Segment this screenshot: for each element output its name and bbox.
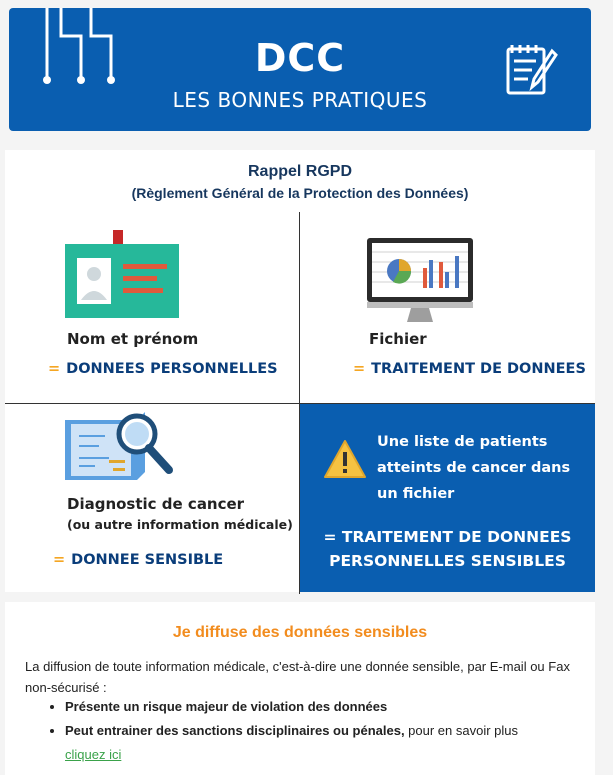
header-banner	[9, 8, 591, 131]
equals-sign: =	[48, 361, 61, 377]
medical-document-search-icon	[65, 412, 185, 488]
rgpd-subtitle: (Règlement Général de la Protection des Données)	[131, 185, 469, 201]
banner-subtitle: LES BONNES PRATIQUES	[172, 88, 428, 112]
q4-result-line2: PERSONNELLES SENSIBLES	[329, 552, 566, 570]
diffusion-card	[5, 602, 595, 775]
q3-label: Diagnostic de cancer	[67, 495, 245, 513]
sensitive-data-box	[300, 404, 595, 592]
equals-sign: =	[353, 361, 366, 377]
q4-result-line1-text: TRAITEMENT DE DONNEES	[341, 528, 572, 546]
q3-result-text: DONNEE SENSIBLE	[71, 552, 224, 568]
bullet2-bold: Peut entrainer des sanctions disciplinaires ou pénales,	[65, 723, 405, 738]
q4-result-line1	[300, 525, 595, 549]
list-item	[65, 719, 585, 767]
q1-label: Nom et prénom	[67, 330, 199, 348]
q4-result	[300, 525, 595, 573]
q3-result	[53, 552, 223, 568]
computer-monitor-icon	[367, 238, 475, 324]
diffusion-paragraph: La diffusion de toute information médicale, c'est-à-dire une donnée sensible, par E-mail ou Fax non-sécurisé :	[25, 659, 570, 695]
click-here-link[interactable]: cliquez ici	[65, 747, 122, 762]
diffusion-title: Je diffuse des données sensibles	[172, 624, 428, 641]
warning-icon	[323, 439, 367, 479]
banner-title: DCC	[254, 36, 346, 80]
q1-result-text: DONNEES PERSONNELLES	[66, 361, 278, 377]
q2-label: Fichier	[369, 330, 427, 348]
bullet1-text: Présente un risque majeur de violation des données	[65, 699, 388, 714]
equals-sign: =	[323, 528, 337, 546]
q1-result	[48, 361, 278, 377]
list-item	[65, 695, 585, 719]
bullet2-rest: pour en savoir plus	[404, 723, 519, 738]
q2-result-text: TRAITEMENT DE DONNEES	[371, 361, 586, 377]
q4-text: Une liste de patients atteints de cancer dans un fichier	[377, 434, 571, 502]
q2-result	[353, 361, 586, 377]
clipboard-pen-icon	[504, 41, 560, 97]
equals-sign: =	[53, 552, 66, 568]
rgpd-title: Rappel RGPD	[247, 163, 352, 180]
rgpd-card	[5, 150, 595, 592]
q3-sublabel: (ou autre information médicale)	[67, 517, 293, 532]
id-card-icon	[65, 230, 181, 318]
risk-list	[25, 695, 585, 767]
